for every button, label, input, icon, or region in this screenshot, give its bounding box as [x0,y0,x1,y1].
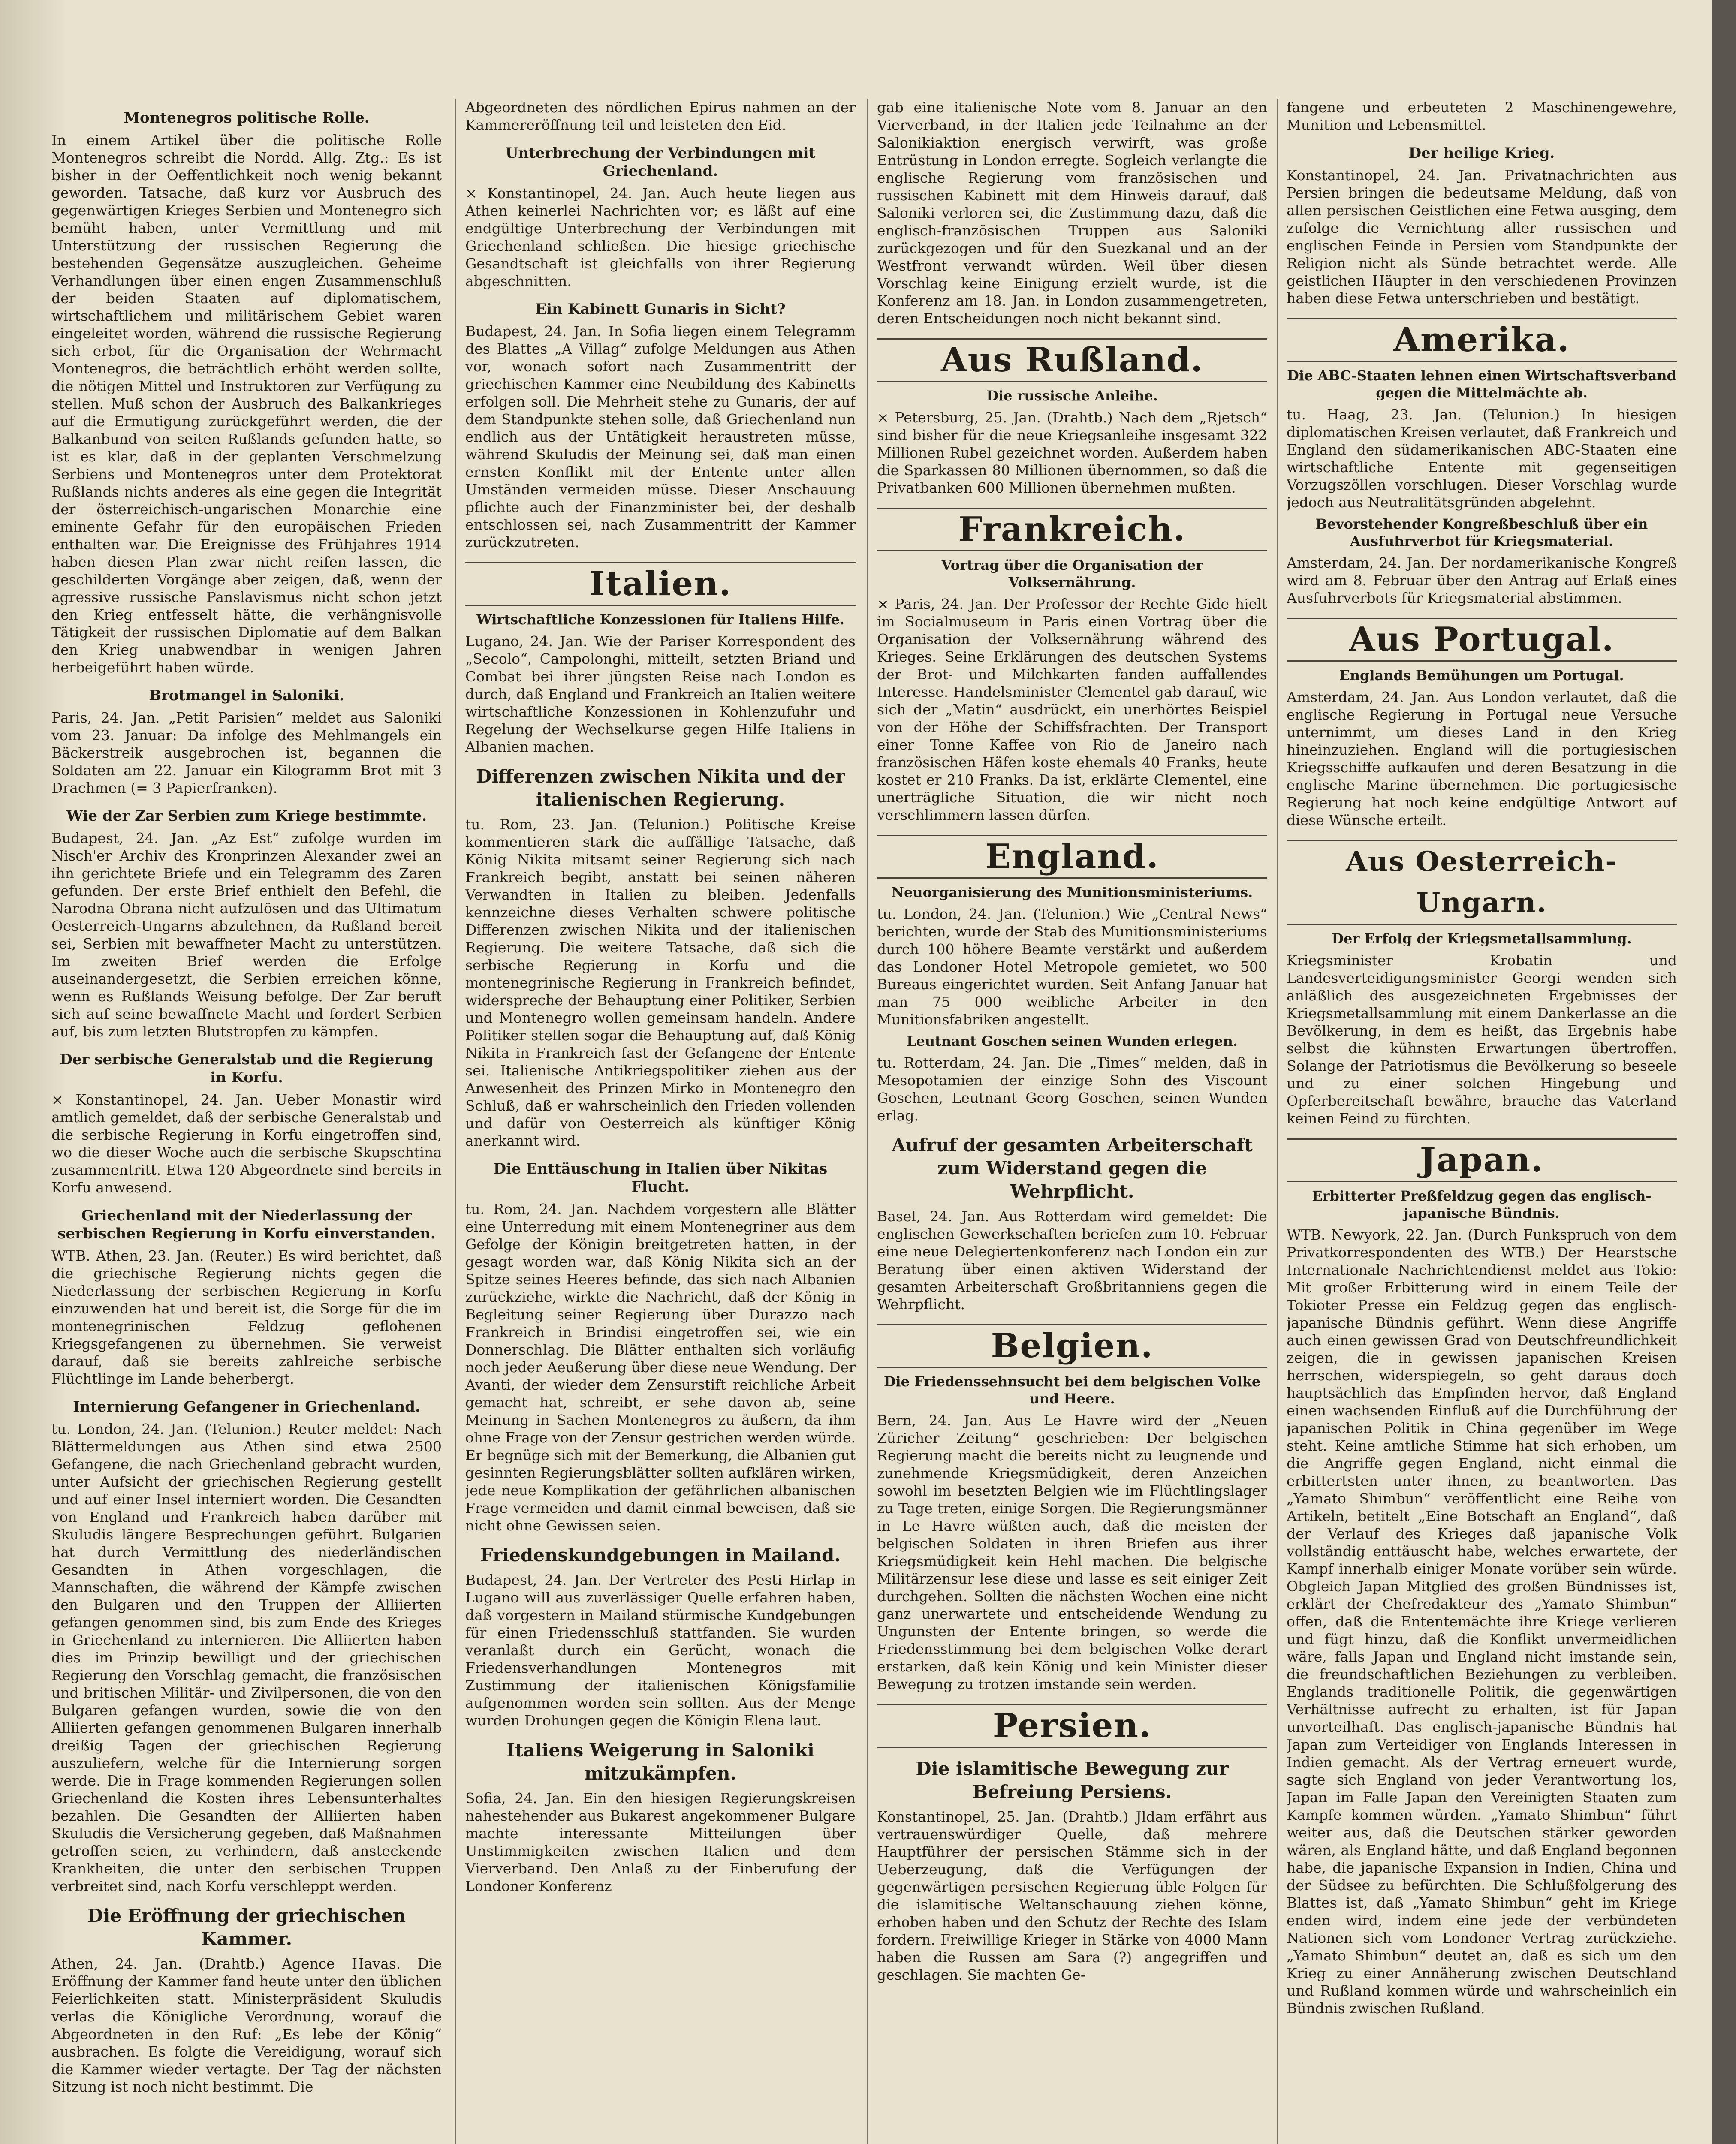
section-title-japan: Japan. [1287,1138,1677,1182]
section-subtitle: Englands Bemühungen um Portugal. [1339,667,1624,684]
article-text: tu. London, 24. Jan. (Telunion.) Wie „Central News“ berichten, wurde der Stab des Munitionsministeriums durch 100 höhere Beamte verstärkt und außerdem das Londoner Hotel Metropole gemietet, wo 500 Bureaus eingerichtet wurden. Seit Anfang Januar hat man 75 000 weibliche Arbeiter in den Munitionsfabriken angestellt. [877,906,1267,1028]
column-rule [867,99,868,2144]
article-text: Budapest, 24. Jan. In Sofia liegen einem Telegramm des Blattes „A Villag“ zufolge Meldungen aus Athen vor, wonach sofort nach Zusammentritt der griechischen Kammer eine Neubildung des Kabinetts erfolgen soll. Die Mehrheit stehe zu Gunaris, der auf dem Standpunkte stehen solle, daß Griechenland nun endlich aus der Untätigkeit heraustreten müsse, während Skuludis der Meinung sei, daß man einen ernsten Konflikt mit der Entente unter allen Umständen vermeiden müsse. Dieser Anschauung pflichte auch der Finanzminister bei, der deshalb entschlossen sei, nach Zusammentritt der Kammer zurückzutreten. [465,323,856,551]
section-subtitle: Neuorganisierung des Munitionsministeriums. [891,884,1253,900]
article-heading: Italiens Weigerung in Saloniki mitzukämpfen. [506,1740,814,1784]
section-title-belgien: Belgien. [877,1324,1267,1368]
section-title-persien: Persien. [877,1704,1267,1748]
article-heading: Friedenskundgebungen in Mailand. [480,1545,841,1566]
article-text: tu. London, 24. Jan. (Telunion.) Reuter meldet: Nach Blättermeldungen aus Athen sind etwa 2500 Gefangene, die nach Griechenland gebracht wurden, unter Aufsicht der griechischen Regierung gestellt und auf einer Insel interniert worden. Die Gesandten von England und Frankreich haben darüber mit Skuludis längere Besprechungen geführt. Bulgarien hat durch Vermittlung des niederländischen Gesandten in Athen vorgeschlagen, die Mannschaften, die während der Kämpfe zwischen den Bulgaren und den Truppen der Alliierten gefangen genommen sind, bis zum Ende des Krieges in Griechenland zu internieren. Die Alliierten haben dies im Prinzip bewilligt und der griechischen Regierung den Vorschlag gemacht, die französischen und britischen Militär- und Zivilpersonen, die von den Bulgaren gefangen wurden, sowie die von den Alliierten gefangen genommenen Bulgaren innerhalb dreißig Tagen der griechischen Regierung auszuliefern, welche für die Internierung sorgen werde. Die in Frage kommenden Regierungen sollen Griechenland die Kosten ihres Lebensunterhaltes bezahlen. Die Gesandten der Alliierten haben Skuludis die Versicherung gegeben, daß Maßnahmen getroffen seien, zu verhindern, daß ansteckende Krankheiten, die unter den serbischen Truppen verbreitet sind, nach Korfu verschleppt werden. [51,1421,442,1894]
article-text: Konstantinopel, 25. Jan. (Drahtb.) Jldam erfährt aus vertrauenswürdiger Quelle, daß mehrere Hauptführer der persischen Stämme sich in der Ueberzeugung, daß die Verfügungen der gegenwärtigen persischen Regierung üble Folgen für die islamitische Weltanschauung ziehen könne, erhoben haben und den Schutz der Rechte des Islam fordern. Freiwillige Krieger in Stärke von 4000 Mann haben die Russen am Sara (?) angegriffen und geschlagen. Sie machten Ge- [877,1808,1267,1983]
article-text: × Konstantinopel, 24. Jan. Ueber Monastir wird amtlich gemeldet, daß der serbische Generalstab und die serbische Regierung in Korfu eingetroffen sind, wo die dieser Woche auch die serbische Skupschtina zusammentritt. Etwa 120 Abgeordnete sind bereits in Korfu anwesend. [51,1091,442,1196]
article-text: Abgeordneten des nördlichen Epirus nahmen an der Kammereröffnung teil und leisteten den Eid. [465,99,856,133]
column-3 [877,99,1267,2144]
article-text: Budapest, 24. Jan. Der Vertreter des Pesti Hirlap in Lugano will aus zuverlässiger Quelle erfahren haben, daß vorgestern in Mailand stürmische Kundgebungen für einen Friedensschluß stattfanden. Sie wurden veranlaßt durch ein Gerücht, wonach die Friedensverhandlungen Montenegros mit Zustimmung der italienischen Königsfamilie aufgenommen worden sein sollten. Aus der Menge wurden Drohungen gegen die Königin Elena laut. [465,1572,856,1729]
section-subtitle: Bevorstehender Kongreßbeschluß über ein Ausfuhrverbot für Kriegsmaterial. [1315,516,1648,549]
newspaper-body [51,99,1707,2144]
article-text: Lugano, 24. Jan. Wie der Pariser Korrespondent des „Secolo“, Campolonghi, mitteilt, setzten Briand und Combat bei ihrer jüngsten Reise nach London es durch, daß England und Frankreich an Italien weitere wirtschaftliche Konzessionen in Kohlenzufuhr und Regelung der Wechselkurse gegen Hilfe Italiens in Albanien machen. [465,633,856,755]
section-subtitle: Die russische Anleihe. [986,388,1158,404]
column-rule [1277,99,1278,2144]
article-text: Athen, 24. Jan. (Drahtb.) Agence Havas. Die Eröffnung der Kammer fand heute unter den üblichen Feierlichkeiten statt. Ministerpräsident Skuludis verlas die Königliche Verordnung, worauf die Abgeordneten in den Ruf: „Es lebe der König“ ausbrachen. Es folgte die Vereidigung, worauf sich die Kammer wieder vertagte. Der Tag der nächsten Sitzung ist noch nicht bestimmt. Die [51,1955,442,2095]
article-heading: Der serbische Generalstab und die Regierung in Korfu. [60,1051,434,1086]
article-text: × Petersburg, 25. Jan. (Drahtb.) Nach dem „Rjetsch“ sind bisher für die neue Kriegsanleihe insgesamt 322 Millionen Rubel gezeichnet worden. Außerdem haben die Sparkassen 80 Millionen übernommen, so daß die Privatbanken 600 Millionen übernehmen mußten. [877,409,1267,496]
article-heading: Die islamitische Bewegung zur Befreiung Persiens. [916,1758,1229,1802]
article-text: WTB. Newyork, 22. Jan. (Durch Funkspruch von dem Privatkorrespondenten des WTB.) Der Hearstsche Internationale Nachrichtendienst meldet aus Tokio: Mit großer Erbitterung wird in einem Teile der Tokioter Presse ein Feldzug gegen das englisch-japanische Bündnis geführt. Wenn diese Angriffe auch einen gewissen Grad von Deutschfreundlichkeit zeigen, die in gewissen japanischen Kreisen herrschen, widerspiegeln, so geht daraus doch hauptsächlich das Empfinden hervor, daß England einen wachsenden Einfluß auf die Durchführung der japanischen Politik in China gegenüber im Wege steht. Keine amtliche Stimme hat sich erhoben, um die Angriffe gegen England, nicht einmal die erbittertsten unter ihnen, zu beantworten. Das „Yamato Shimbun“ veröffentlicht eine Reihe von Artikeln, betitelt „Eine Botschaft an England“, daß der Verlauf des Krieges daß japanische Volk vollständig enttäuscht habe, welches erwartete, der Kampf innerhalb einiger Monate vorüber sein würde. Obgleich Japan Mitglied des großen Bündnisses ist, erklärt der Chefredakteur des „Yamato Shimbun“ offen, daß die Ententemächte ihre Kriege verlieren und fügt hinzu, daß die Konflikt unvermeidlichen wäre, falls Japan und England nicht imstande sein, die freundschaftlichen Beziehungen zu verbleiben. Englands traditionelle Politik, die gegenwärtigen Verhältnisse aufrecht zu erhalten, ist für Japan unvorteilhaft. Das englisch-japanische Bündnis hat Japan zum Verteidiger von Englands Interessen in Indien gemacht. Als der Vertrag erneuert wurde, sagte sich England von jeder Verantwortung los, Japan im Falle Japan den Vereinigten Staaten zum Kampfe kommen würden. „Yamato Shimbun“ führt weiter aus, daß die Deutschen stärker geworden wären, als England hätte, und daß England begonnen habe, die japanische Expansion in Indien, China und der Südsee zu befürchten. Die Schlußfolgerung des Blattes ist, daß „Yamato Shimbun“ geht im Kriege enden wird, indem eine jede der verbündeten Nationen sich vom Londoner Vertrag zurückziehe. „Yamato Shimbun“ deutet an, daß es sich um den Krieg zu einer Annäherung zwischen Deutschland und Rußland kommen würde und wahrscheinlich ein Bündnis zwischen Rußland. [1287,1226,1677,2017]
scan-edge [1712,0,1736,2144]
section-title-amerika: Amerika. [1287,318,1677,362]
article-heading: Aufruf der gesamten Arbeiterschaft zum Widerstand gegen die Wehrpflicht. [892,1135,1253,1202]
section-subtitle: Die Friedenssehnsucht bei dem belgischen Volke und Heere. [883,1373,1261,1407]
section-title-england: England. [877,835,1267,879]
article-text: × Paris, 24. Jan. Der Professor der Rechte Gide hielt im Socialmuseum in Paris einen Vortrag über die Organisation der Volksernährung während des Krieges. Seine Erklärungen des deutschen Systems der Brot- und Milchkarten fanden auffallendes Interesse. Handelsminister Clementel gab darauf, wie sich der „Matin“ ausdrückt, ein unerhörtes Beispiel von der Höhe der Schiffsfrachten. Der Transport einer Tonne Kaffee von Rio de Janeiro nach französischen Häfen koste ehemals 40 Franks, heute kostet er 210 Franks. Da ist, erklärte Clementel, eine unerträgliche Situation, die wir nicht noch verschlimmern lassen dürfen. [877,596,1267,823]
section-subtitle: Die ABC-Staaten lehnen einen Wirtschaftsverband gegen die Mittelmächte ab. [1287,367,1676,401]
article-text: Sofia, 24. Jan. Ein den hiesigen Regierungskreisen nahestehender aus Bukarest angekommener Bulgare machte interessante Mitteilungen über Unstimmigkeiten zwischen Italien und dem Vierverband. Den Anlaß zu der Einberufung der Londoner Konferenz [465,1790,856,1894]
section-subtitle: Leutnant Goschen seinen Wunden erlegen. [906,1033,1238,1049]
column-rule [455,99,456,2144]
article-text: gab eine italienische Note vom 8. Januar an den Vierverband, in der Italien jede Teilnahme an der Salonikiaktion energisch verwirft, was große Entrüstung in London erregte. Sogleich verlangte die englische Regierung vom französischen und russischen Kabinett mit dem Hinweis darauf, daß Saloniki verloren sei, die Zustimmung dazu, daß die englisch-französischen Truppen aus Saloniki zurückgezogen und für den Suezkanal und an der Westfront verwandt würden. Weil über diesen Vorschlag keine Einigung erzielt wurde, ist die Konferenz am 18. Jan. in London zusammengetreten, deren Entscheidungen noch nicht bekannt sind. [877,99,1267,327]
article-heading: Internierung Gefangener in Griechenland. [73,1398,420,1415]
article-heading: Unterbrechung der Verbindungen mit Griechenland. [505,145,816,180]
article-text: tu. Rom, 24. Jan. Nachdem vorgestern alle Blätter eine Unterredung mit einem Montenegriner aus dem Gefolge der Königin breitgetreten hatten, in der gesagt worden war, daß König Nikita sich an der Spitze seines Heeres befinde, das sich nach Albanien zurückziehe, wirkte die Nachricht, daß der König in Begleitung seiner Regierung über Durazzo nach Frankreich in Brindisi eingetroffen sei, wie ein Donnerschlag. Die Blätter enthalten sich vorläufig noch jeder Aeußerung über diese neue Wendung. Der Avanti, der wieder dem Zensurstift reichliche Arbeit gemacht hat, schreibt, er sehe davon ab, seine Meinung in Sachen Montenegros zu äußern, da ihm ohne Frage von der Zensur gestrichen werden würde. Er begnüge sich mit der Bemerkung, die Albanien gut gesinnten Regierungsblätter sollten aufklären wirken, jede neue Komplikation der gefährlichen albanischen Frage vermeiden und damit einmal beweisen, daß sie nicht ohne Gewissen seien. [465,1201,856,1534]
article-text: WTB. Athen, 23. Jan. (Reuter.) Es wird berichtet, daß die griechische Regierung nichts gegen die Niederlassung der serbischen Regierung in Korfu einzuwenden hat und bereit ist, die Sorge für die im montenegrinischen Feldzug geflohenen Kriegsgefangenen zu übernehmen. Sie verweist darauf, daß sie bereits zahlreiche serbische Flüchtlinge im Lande beherbergt. [51,1247,442,1387]
article-text: fangene und erbeuteten 2 Maschinengewehre, Munition und Lebensmittel. [1287,99,1677,133]
article-text: tu. Haag, 23. Jan. (Telunion.) In hiesigen diplomatischen Kreisen verlautet, daß Frankreich und England den südamerikanischen ABC-Staaten eine wirtschaftliche Entente mit gegenseitigen Vorzugszöllen vorschlugen. Dieser Vorschlag wurde jedoch aus Neutralitätsgründen abgelehnt. [1287,406,1677,511]
article-text: Amsterdam, 24. Jan. Aus London verlautet, daß die englische Regierung in Portugal neue Versuche unternimmt, um dieses Land in den Krieg hineinzuziehen. England will die portugiesischen Kriegsschiffe aufkaufen und deren Besatzung in die englische Marine übernehmen. Die portugiesische Regierung hat noch keine endgültige Antwort auf diese Wünsche erteilt. [1287,689,1677,828]
article-heading: Ein Kabinett Gunaris in Sicht? [535,301,786,318]
article-text: Paris, 24. Jan. „Petit Parisien“ meldet aus Saloniki vom 23. Januar: Da infolge des Mehlmangels ein Bäckerstreik ausgebrochen ist, begannen die Soldaten am 22. Januar ein Kilogramm Brot mit 3 Drachmen (= 3 Papierfranken). [51,709,442,796]
section-subtitle: Erbitterter Preßfeldzug gegen das englisch-japanische Bündnis. [1312,1188,1652,1221]
section-subtitle: Wirtschaftliche Konzessionen für Italiens Hilfe. [476,611,844,628]
article-text: tu. Rotterdam, 24. Jan. Die „Times“ melden, daß in Mesopotamien der einzige Sohn des Viscount Goschen, Leutnant Georg Goschen, seinen Wunden erlag. [877,1054,1267,1124]
section-title-portugal: Aus Portugal. [1287,618,1677,662]
article-heading: Die Eröffnung der griechischen Kammer. [87,1905,406,1949]
article-text: Amsterdam, 24. Jan. Der nordamerikanische Kongreß wird am 8. Februar über den Antrag auf Erlaß eines Ausfuhrverbots für Kriegsmaterial abstimmen. [1287,554,1677,606]
article-text: Budapest, 24. Jan. „Az Est“ zufolge wurden im Nisch'er Archiv des Kronprinzen Alexander zwei an ihn gerichtete Briefe und ein Telegramm des Zaren gefunden. Der erste Brief enthielt den Befehl, die Narodna Obrana nicht aufzulösen und das Ultimatum Oesterreich-Ungarns abzulehnen, da Rußland bereit sei, Serbien mit bewaffneter Macht zu unterstützen. Im zweiten Brief werden die Erfolge auseinandergesetzt, die Serbien erreichen könne, wenn es Rußlands Weisung befolge. Der Zar beruft sich auf seine bewaffnete Macht und fordert Serbien auf, bis zum letzten Blutstropfen zu kämpfen. [51,830,442,1040]
section-title-italien: Italien. [465,562,856,606]
section-title-russland: Aus Rußland. [877,338,1267,382]
section-title-frankreich: Frankreich. [877,508,1267,551]
article-heading: Die Enttäuschung in Italien über Nikitas Flucht. [493,1160,828,1195]
column-4 [1287,99,1677,2144]
article-text: Bern, 24. Jan. Aus Le Havre wird der „Neuen Züricher Zeitung“ geschrieben: Der belgischen Regierung macht die bereits nicht zu leugnende und zunehmende Kriegsmüdigkeit, deren Anzeichen sowohl im besetzten Belgien wie im Flüchtlingslager zu Tage treten, einige Sorgen. Die Regierungsmänner in Le Havre wüßten auch, daß die meisten der belgischen Soldaten in ihren Briefen aus ihrer Kriegsmüdigkeit kein Hehl machen. Die belgische Militärzensur lese diese und lasse es seit einiger Zeit durchgehen. Sollten die nächsten Wochen eine nicht ganz unerwartete und entscheidende Wendung zu Ungunsten der Entente bringen, so werde die Friedensstimmung bei dem belgischen Volke derart erstarken, daß kein König und kein Minister dieser Bewegung zu trotzen imstande sein werden. [877,1412,1267,1692]
article-text: Konstantinopel, 24. Jan. Privatnachrichten aus Persien bringen die bedeutsame Meldung, daß von allen persischen Geistlichen eine Fetwa ausging, dem zufolge die Vernichtung aller russischen und englischen Feinde in Persien vom Standpunkte der Religion nicht als Sünde betrachtet werde. Alle geistlichen Häupter in den verschiedenen Provinzen haben diese Fetwa unterschrieben und bestätigt. [1287,167,1677,307]
column-1 [51,99,442,2144]
article-heading: Brotmangel in Saloniki. [149,687,344,704]
article-heading: Der heilige Krieg. [1408,145,1555,162]
section-subtitle: Vortrag über die Organisation der Volksernährung. [941,557,1203,590]
article-text: × Konstantinopel, 24. Jan. Auch heute liegen aus Athen keinerlei Nachrichten vor; es läßt auf eine endgültige Unterbrechung der Verbindungen mit Griechenland schließen. Die hiesige griechische Gesandtschaft ist gleichfalls von ihrer Regierung abgeschnitten. [465,185,856,289]
article-text: Kriegsminister Krobatin und Landesverteidigungsminister Georgi wenden sich anläßlich des ausgezeichneten Ergebnisses der Kriegsmetallsammlung mit einem Dankerlasse an die Bevölkerung, in dem es heißt, das Ergebnis habe selbst die kühnsten Erwartungen übertroffen. Solange der Patriotismus die Bevölkerung so beseele und zu einer solchen Hingebung und Opferbereitschaft bewähre, brauche das Vaterland keinen Feind zu fürchten. [1287,952,1677,1127]
article-heading: Montenegros politische Rolle. [124,109,370,126]
section-title-oesterreich-ungarn: Aus Oesterreich-Ungarn. [1287,840,1677,925]
column-2 [465,99,856,2144]
article-text: tu. Rom, 23. Jan. (Telunion.) Politische Kreise kommentieren stark die auffällige Tatsache, daß König Nikita mitsamt seiner Regierung sich nach Frankreich begibt, anstatt bei seinen näheren Verwandten in Italien zu bleiben. Jedenfalls kennzeichne dieses Verhalten schwere politische Differenzen zwischen Nikita und der italienischen Regierung. Die weitere Tatsache, daß sich die serbische Regierung in Korfu und die montenegrinische Regierung in Frankreich befindet, widerspreche der Behauptung einer Politiker, Serbien und Montenegro wollen gemeinsam handeln. Andere Politiker stellen sogar die Behauptung auf, daß König Nikita in Frankreich fast der Gefangene der Entente sei. Italienische Antikriegspolitiker ziehen aus der Anwesenheit des Prinzen Mirko in Montenegro den Schluß, daß er wahrscheinlich den Frieden vollenden und dafür von Oesterreich als künftiger König anerkannt wird. [465,816,856,1149]
article-heading: Wie der Zar Serbien zum Kriege bestimmte. [66,807,427,825]
article-heading: Griechenland mit der Niederlassung der serbischen Regierung in Korfu einverstanden. [57,1207,436,1242]
section-subtitle: Der Erfolg der Kriegsmetallsammlung. [1332,930,1632,947]
article-heading: Differenzen zwischen Nikita und der italienischen Regierung. [476,766,845,810]
article-text: Basel, 24. Jan. Aus Rotterdam wird gemeldet: Die englischen Gewerkschaften beriefen zum 10. Februar eine neue Delegiertenkonferenz nach London ein zur Beratung über einen aktiven Widerstand der gesamten Arbeiterschaft Großbritanniens gegen die Wehrpflicht. [877,1208,1267,1313]
article-text: In einem Artikel über die politische Rolle Montenegros schreibt die Nordd. Allg. Ztg.: Es ist bisher in der Oeffentlichkeit noch wenig bekannt geworden. Tatsache, daß kurz vor Ausbruch des gegenwärtigen Krieges Serbien und Montenegro sich bemüht haben, unter Vermittlung und mit Unterstützung der russischen Regierung die bestehenden Gegensätze auszugleichen. Geheime Verhandlungen über einen engen Zusammenschluß der beiden Staaten auf diplomatischem, wirtschaftlichem und militärischem Gebiet waren eingeleitet worden, während die russische Regierung sich erbot, für die Organisation der Wehrmacht Montenegros, die beträchtlich erhöht werden sollte, die nötigen Mittel und Instruktoren zur Verfügung zu stellen. Muß schon der Ausbruch des Balkankrieges auf die Ermutigung zurückgeführt werden, die der Balkanbund von seiten Rußlands gefunden hatte, so ist es klar, daß in der geplanten Verschmelzung Serbiens und Montenegros unter dem Protektorat Rußlands nichts anderes als eine gegen die Integrität der österreichisch-ungarischen Monarchie eine eminente Gefahr für den europäischen Frieden enthalten war. Die Ereignisse des Frühjahres 1914 haben diesen Plan zwar nicht reifen lassen, die geschilderten Vorgänge aber zeigen, daß, wenn der agressive russische Panslavismus nicht schon jetzt den Krieg entfesselt hätte, die verhängnisvolle Tätigkeit der russischen Diplomatie auf dem Balkan den Krieg unabwendbar in wenigen Jahren herbeigeführt haben würde. [51,132,442,676]
